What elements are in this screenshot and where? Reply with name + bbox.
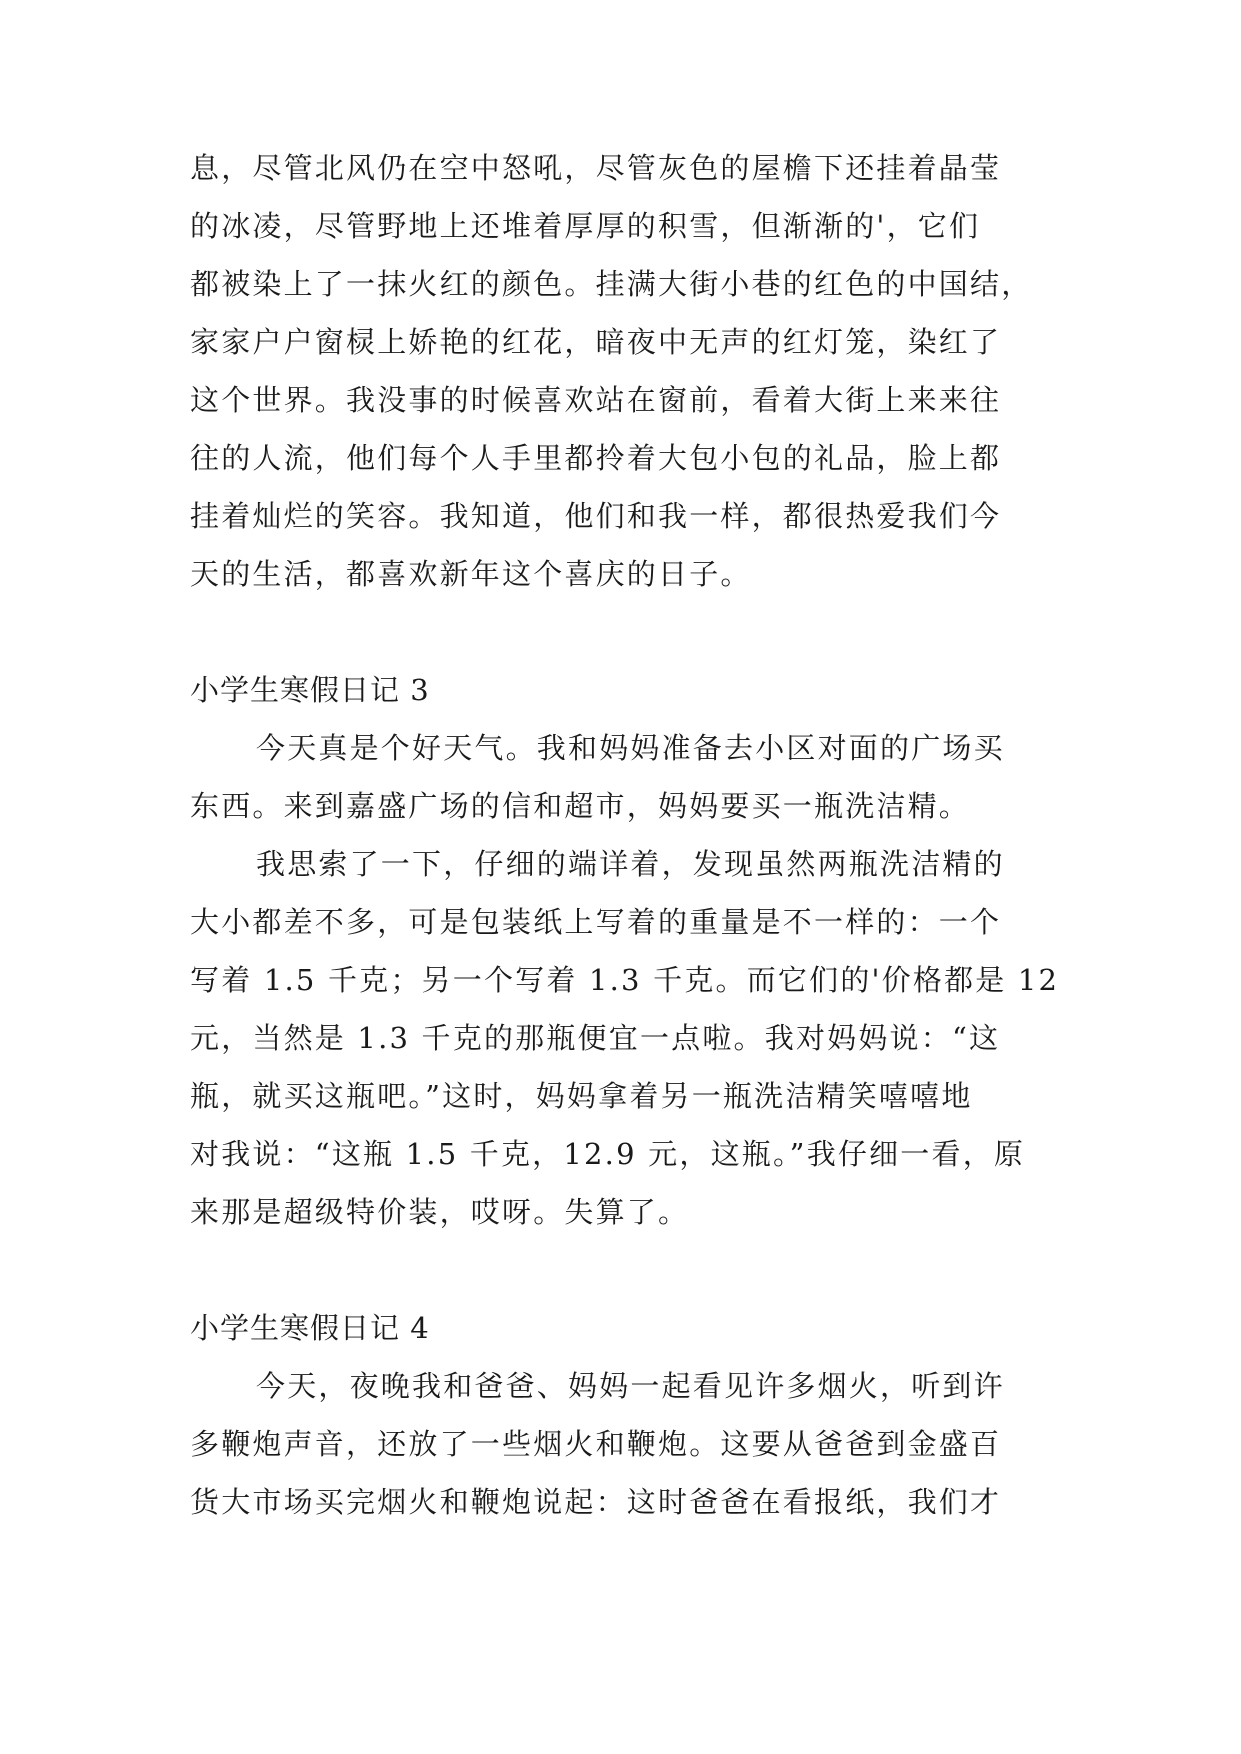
paragraph-line: 大小都差不多，可是包装纸上写着的重量是不一样的：一个: [190, 905, 1002, 939]
paragraph-line: 我思索了一下，仔细的端详着，发现虽然两瓶洗洁精的: [256, 847, 1005, 881]
paragraph-line: 息，尽管北风仍在空中怒吼，尽管灰色的屋檐下还挂着晶莹: [190, 151, 1002, 185]
paragraph-line: 元，当然是 1.3 千克的那瓶便宜一点啦。我对妈妈说：“这: [190, 1021, 1001, 1055]
paragraph-line: 天的生活，都喜欢新年这个喜庆的日子。: [190, 557, 752, 591]
paragraph-line: 今天，夜晚我和爸爸、妈妈一起看见许多烟火，听到许: [256, 1369, 1005, 1403]
paragraph-line: 家家户户窗棂上娇艳的红花，暗夜中无声的红灯笼，染红了: [190, 325, 1002, 359]
paragraph-line: 对我说：“这瓶 1.5 千克，12.9 元，这瓶。”我仔细一看，原: [190, 1137, 1026, 1171]
paragraph-line: 的冰凌，尽管野地上还堆着厚厚的积雪，但渐渐的'，它们: [190, 209, 981, 243]
paragraph-line: 多鞭炮声音，还放了一些烟火和鞭炮。这要从爸爸到金盛百: [190, 1427, 1002, 1461]
paragraph-line: 写着 1.5 千克；另一个写着 1.3 千克。而它们的'价格都是 12: [190, 963, 1060, 997]
paragraph-line: 往的人流，他们每个人手里都拎着大包小包的礼品，脸上都: [190, 441, 1002, 475]
paragraph-line: 这个世界。我没事的时候喜欢站在窗前，看着大街上来来往: [190, 383, 1002, 417]
paragraph-line: 货大市场买完烟火和鞭炮说起：这时爸爸在看报纸，我们才: [190, 1485, 1002, 1519]
paragraph-line: 来那是超级特价装，哎呀。失算了。: [190, 1195, 690, 1229]
paragraph-line: 今天真是个好天气。我和妈妈准备去小区对面的广场买: [256, 731, 1005, 765]
paragraph-line: 挂着灿烂的笑容。我知道，他们和我一样，都很热爱我们今: [190, 499, 1002, 533]
paragraph-line: 都被染上了一抹火红的颜色。挂满大街小巷的红色的中国结，: [190, 267, 1033, 301]
paragraph-line: 东西。来到嘉盛广场的信和超市，妈妈要买一瓶洗洁精。: [190, 789, 971, 823]
paragraph-line: 瓶，就买这瓶吧。”这时，妈妈拿着另一瓶洗洁精笑嘻嘻地: [190, 1079, 973, 1113]
section-heading: 小学生寒假日记 4: [190, 1311, 430, 1345]
section-heading: 小学生寒假日记 3: [190, 673, 430, 707]
